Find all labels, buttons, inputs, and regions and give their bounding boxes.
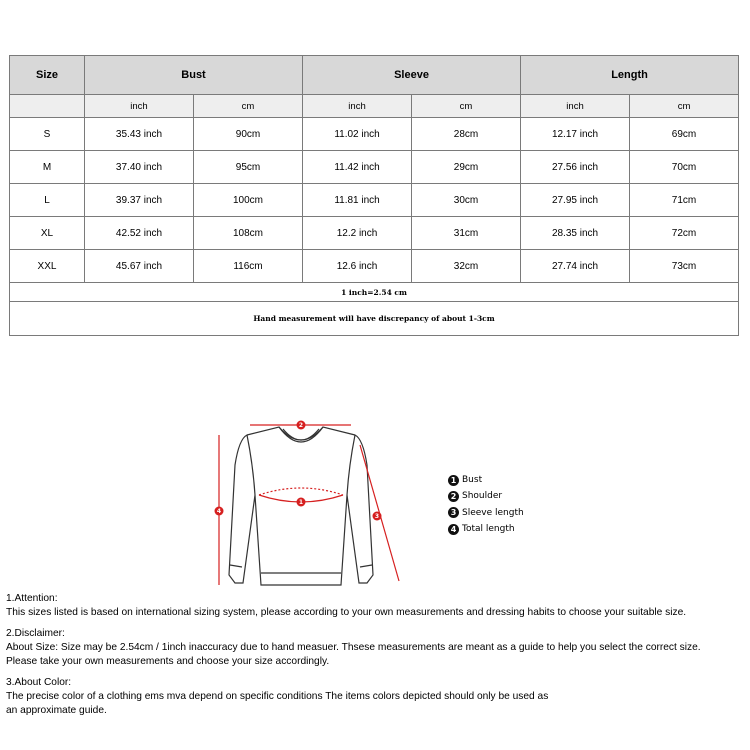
size-cell: XL [10, 217, 85, 250]
bust-header: Bust [85, 56, 303, 95]
sleeve-inch-cell: 12.6 inch [303, 250, 412, 283]
legend-item [448, 472, 524, 488]
discrepancy-note: Hand measurement will have discrepancy of about 1-3cm [10, 302, 739, 336]
shoulder-marker-label: 2 [298, 422, 304, 430]
bust-marker-label: 1 [298, 499, 304, 507]
sleeve-cm-cell: 31cm [412, 217, 521, 250]
disclaimer-title: 2.Disclaimer: [6, 628, 65, 639]
bust-cm-cell: 108cm [194, 217, 303, 250]
length-inch-cell: 28.35 inch [521, 217, 630, 250]
unit-cell: cm [630, 95, 739, 118]
disclaimer-text: Please take your own measurements and choose your size accordingly. [6, 656, 330, 667]
legend-label: Shoulder [462, 491, 503, 502]
legend-number-badge: 2 [448, 491, 459, 502]
conversion-row [10, 283, 739, 302]
length-cm-cell: 70cm [630, 151, 739, 184]
length-cm-cell: 69cm [630, 118, 739, 151]
bust-cm-cell: 116cm [194, 250, 303, 283]
length-marker-label: 4 [216, 508, 222, 516]
bust-inch-cell: 45.67 inch [85, 250, 194, 283]
table-row [10, 217, 739, 250]
sleeve-inch-cell: 11.81 inch [303, 184, 412, 217]
size-cell: M [10, 151, 85, 184]
table-row [10, 184, 739, 217]
legend-number-badge: 4 [448, 524, 459, 535]
size-cell: XXL [10, 250, 85, 283]
discrepancy-row [10, 302, 739, 336]
unit-cell: inch [521, 95, 630, 118]
length-inch-cell: 27.95 inch [521, 184, 630, 217]
length-cm-cell: 71cm [630, 184, 739, 217]
attention-title: 1.Attention: [6, 593, 58, 604]
sleeve-inch-cell: 11.42 inch [303, 151, 412, 184]
legend-number-badge: 3 [448, 507, 459, 518]
size-chart-table [9, 55, 739, 336]
sleeve-marker-label: 3 [374, 513, 380, 521]
sleeve-cm-cell: 30cm [412, 184, 521, 217]
length-header: Length [521, 56, 739, 95]
table-row [10, 151, 739, 184]
units-row [10, 95, 739, 118]
legend-label: Sleeve length [462, 507, 524, 518]
legend-number-badge: 1 [448, 475, 459, 486]
length-inch-cell: 12.17 inch [521, 118, 630, 151]
sleeve-inch-cell: 12.2 inch [303, 217, 412, 250]
unit-cell: inch [303, 95, 412, 118]
units-blank-cell [10, 95, 85, 118]
size-cell: S [10, 118, 85, 151]
legend-item [448, 505, 524, 521]
length-cm-cell: 72cm [630, 217, 739, 250]
color-section [6, 676, 746, 718]
sleeve-cm-cell: 29cm [412, 151, 521, 184]
table-row [10, 250, 739, 283]
bust-inch-cell: 39.37 inch [85, 184, 194, 217]
length-inch-cell: 27.56 inch [521, 151, 630, 184]
bust-cm-cell: 95cm [194, 151, 303, 184]
unit-cell: cm [194, 95, 303, 118]
sleeve-header: Sleeve [303, 56, 521, 95]
notes-section [6, 592, 746, 725]
length-cm-cell: 73cm [630, 250, 739, 283]
diagram-legend [448, 472, 524, 537]
bust-cm-cell: 100cm [194, 184, 303, 217]
unit-cell: cm [412, 95, 521, 118]
bust-inch-cell: 37.40 inch [85, 151, 194, 184]
legend-label: Total length [462, 524, 515, 535]
color-title: 3.About Color: [6, 677, 72, 688]
size-cell: L [10, 184, 85, 217]
attention-section [6, 592, 746, 620]
disclaimer-text: About Size: Size may be 2.54cm / 1inch inaccuracy due to hand measuer. Thsese measurements are meant as a guide to help you select the correct size. [6, 642, 701, 653]
size-header: Size [10, 56, 85, 95]
legend-item [448, 521, 524, 537]
conversion-note: 1 inch=2.54 cm [10, 283, 739, 302]
bust-inch-cell: 42.52 inch [85, 217, 194, 250]
attention-text: This sizes listed is based on international sizing system, please according to your own measurements and dressing habits to choose your suitable size. [6, 607, 687, 618]
sleeve-cm-cell: 28cm [412, 118, 521, 151]
legend-item [448, 488, 524, 504]
sleeve-inch-cell: 11.02 inch [303, 118, 412, 151]
bust-cm-cell: 90cm [194, 118, 303, 151]
color-text: an approximate guide. [6, 705, 107, 716]
unit-cell: inch [85, 95, 194, 118]
length-inch-cell: 27.74 inch [521, 250, 630, 283]
disclaimer-section [6, 627, 746, 669]
legend-label: Bust [462, 475, 483, 486]
sleeve-cm-cell: 32cm [412, 250, 521, 283]
color-text: The precise color of a clothing ems mva depend on specific conditions The items colors depicted should only be used as [6, 691, 549, 702]
table-row [10, 118, 739, 151]
header-row [10, 56, 739, 95]
bust-inch-cell: 35.43 inch [85, 118, 194, 151]
